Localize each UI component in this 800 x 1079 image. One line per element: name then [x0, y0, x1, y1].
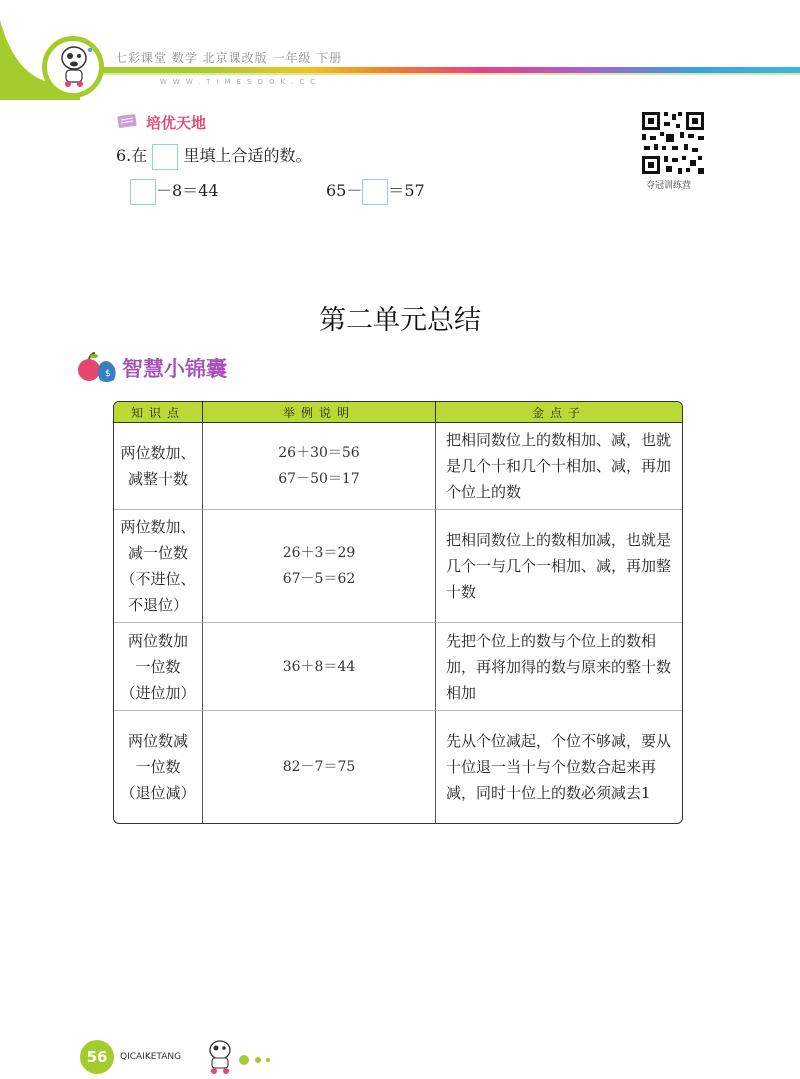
topic-line: 两位数加、	[120, 444, 196, 462]
tip-cell: 把相同数位上的数相加减，也就是几个一与几个一相加、减，再加整十数	[436, 510, 682, 623]
example-cell	[203, 423, 436, 510]
example-blank-box	[152, 144, 178, 170]
section-label: 培优天地	[146, 114, 207, 132]
question-prefix: 在	[131, 146, 148, 165]
topic-line: （进位加）	[120, 683, 196, 702]
example-cell	[203, 623, 436, 711]
topic-cell	[114, 623, 203, 711]
summary-table	[113, 401, 683, 824]
notebook-icon	[116, 112, 140, 130]
example-line: 26＋3＝29	[282, 545, 356, 561]
topic-line: 一位数	[135, 657, 181, 676]
example-line: 67－5＝62	[282, 571, 356, 587]
table-row	[114, 623, 682, 711]
header-underline	[96, 73, 800, 75]
equation-2	[326, 178, 425, 205]
topic-line: 减一位数	[127, 544, 188, 562]
answer-blank-2[interactable]	[362, 179, 388, 205]
header-title: 七彩课堂 数学 北京课改版 一年级 下册	[115, 51, 343, 65]
question-text	[116, 143, 311, 170]
topic-line: （退位减）	[120, 784, 196, 802]
header-url: WWW.TIMESOOK.CC	[160, 78, 322, 86]
mascot-icon	[52, 40, 98, 92]
svg-text:$: $	[105, 369, 111, 379]
table-header-row	[114, 402, 682, 423]
equation-2-right: ＝57	[388, 181, 425, 200]
topic-line: 两位数加	[127, 631, 188, 650]
apple-bag-icon	[76, 350, 120, 384]
equation-1	[130, 178, 219, 205]
topic-cell	[114, 423, 203, 510]
table-row	[114, 711, 682, 823]
footer-mascot-icon	[200, 1036, 290, 1076]
page-number: 56	[80, 1040, 114, 1074]
question-number: 6.	[116, 146, 132, 165]
topic-line: 两位数加、	[120, 518, 196, 536]
table-row	[114, 510, 682, 623]
qr-caption: 夺冠训练营	[646, 181, 692, 191]
topic-cell	[114, 510, 203, 623]
question-suffix: 里填上合适的数。	[183, 146, 312, 165]
equation-2-left: 65－	[326, 181, 363, 200]
topic-line: 两位数减	[127, 732, 188, 750]
answer-blank-1[interactable]	[130, 179, 156, 205]
kit-title: 智慧小锦囊	[122, 357, 227, 381]
tip-cell: 先把个位上的数与个位上的数相加，再将加得的数与原来的整十数相加	[436, 623, 682, 711]
topic-line: 减整十数	[127, 470, 188, 488]
tip-cell: 把相同数位上的数相加、减，也就是几个十和几个十相加、减，再加个位上的数	[436, 423, 682, 510]
topic-line: 一位数	[135, 758, 181, 776]
header-examples: 举例说明	[203, 402, 436, 423]
example-cell	[203, 510, 436, 623]
qr-code-icon	[640, 110, 706, 176]
unit-title: 第二单元总结	[319, 305, 481, 336]
example-line: 67－50＝17	[278, 471, 360, 487]
footer-brand: QICAIKETANG	[120, 1052, 182, 1062]
header-tips: 金点子	[436, 402, 682, 423]
tip-cell: 先从个位减起，个位不够减，要从十位退一当十与个位数合起来再减，同时十位上的数必须减去1	[446, 732, 672, 802]
example-cell	[203, 711, 436, 823]
topic-line: 不退位）	[127, 596, 188, 614]
example-line: 82－7＝75	[282, 759, 356, 775]
equation-1-right: －8＝44	[156, 181, 219, 200]
topic-cell	[114, 711, 203, 823]
header-topic: 知识点	[114, 402, 203, 423]
example-line: 36＋8＝44	[282, 658, 356, 675]
topic-line: （不进位、	[120, 570, 196, 588]
example-line: 26＋30＝56	[278, 445, 360, 461]
table-row	[114, 423, 682, 510]
